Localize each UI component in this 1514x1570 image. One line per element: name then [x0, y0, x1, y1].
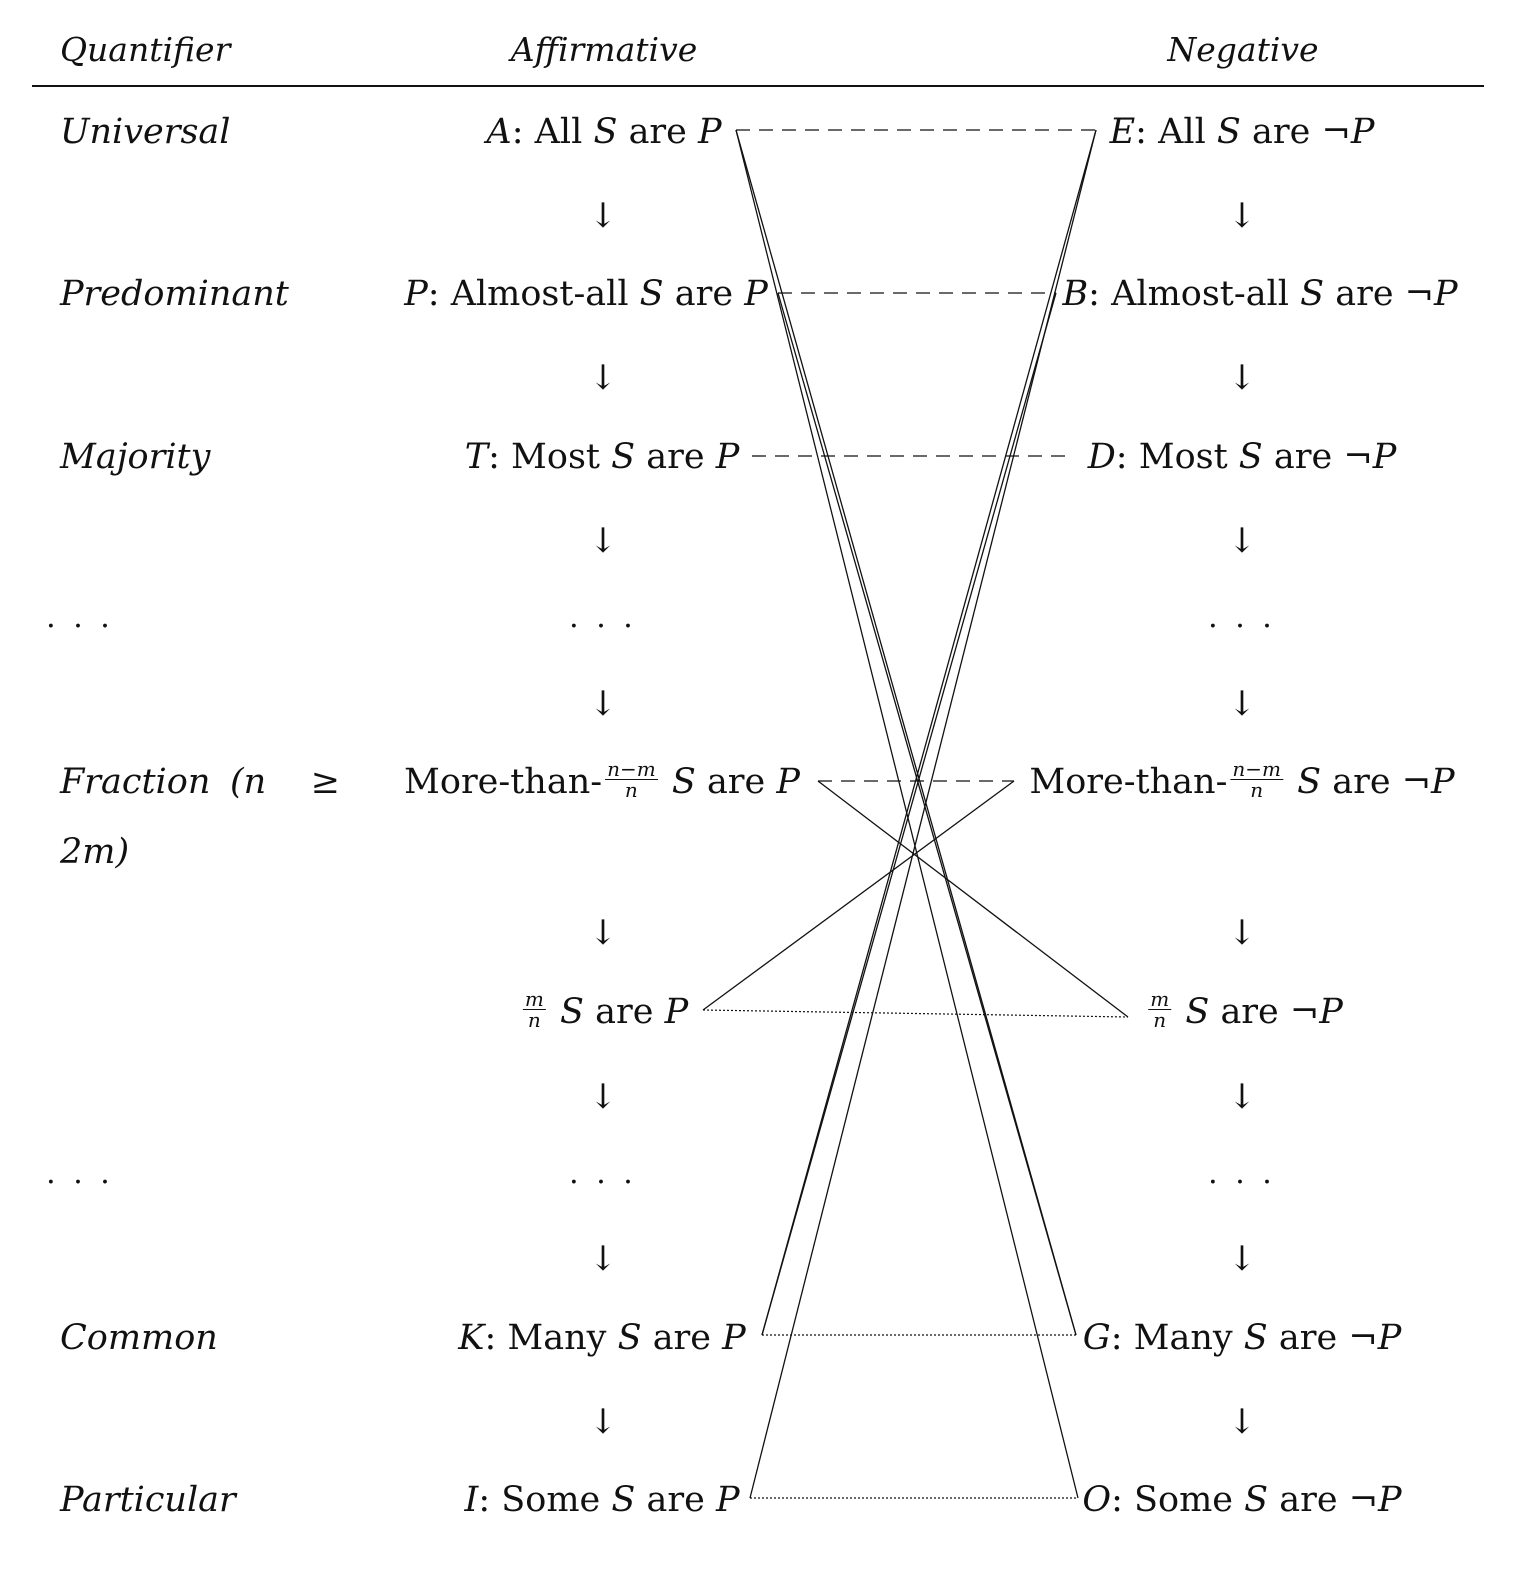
quantity-word: Almost-all: [1111, 274, 1289, 314]
copula: are: [706, 762, 766, 802]
quantifier-fraction-condition: (n ≥: [230, 762, 341, 802]
subject: S: [559, 992, 584, 1032]
contradictory-line-p-g: [778, 293, 1076, 1335]
quantity-word: Most: [1138, 437, 1228, 477]
colon: :: [1111, 1480, 1123, 1520]
subject: S: [639, 274, 664, 314]
subject: S: [1216, 112, 1241, 152]
subject: S: [1238, 437, 1263, 477]
implication-arrow: ↓: [1227, 521, 1257, 561]
predicate: P: [715, 437, 740, 477]
ellipsis: · · ·: [569, 609, 637, 644]
fraction-numerator: m: [524, 987, 544, 1011]
colon: :: [511, 112, 524, 152]
copula: are: [652, 1318, 711, 1358]
ellipsis: · · ·: [1208, 609, 1276, 644]
implication-arrow: ↓: [1227, 1402, 1257, 1442]
predicate: P: [744, 274, 768, 314]
predicate: P: [722, 1318, 746, 1358]
implication-arrow: ↓: [588, 1239, 618, 1279]
subject: S: [1297, 762, 1322, 802]
subject: S: [1244, 1480, 1269, 1520]
quantity-word: Many: [1133, 1318, 1233, 1358]
colon: :: [484, 1318, 497, 1358]
predicate: ¬P: [1348, 1318, 1402, 1358]
fraction-denominator: n: [624, 778, 638, 802]
quantifier-predominant: Predominant: [60, 274, 289, 314]
copula: are: [1252, 112, 1311, 152]
implication-arrow: ↓: [588, 1077, 618, 1117]
copula: are: [1335, 274, 1394, 314]
predicate: ¬P: [1348, 1480, 1402, 1520]
predicate: ¬P: [1343, 437, 1397, 477]
ellipsis: · · ·: [569, 1165, 637, 1200]
subject: S: [611, 437, 636, 477]
fraction-denominator: n: [1153, 1008, 1167, 1032]
letter-i: I: [464, 1480, 479, 1520]
implication-arrow: ↓: [1227, 684, 1257, 724]
fraction-numerator: n−m: [607, 757, 656, 781]
predicate: ¬P: [1321, 112, 1375, 152]
fraction-denominator: n: [1250, 778, 1264, 802]
implication-arrow: ↓: [1227, 1239, 1257, 1279]
colon: :: [1115, 437, 1128, 477]
quantity-word: All: [534, 112, 583, 152]
copula: are: [1332, 762, 1391, 802]
header-affirmative: Affirmative: [510, 30, 698, 69]
letter-d: D: [1087, 437, 1116, 477]
copula: are: [595, 992, 654, 1032]
implication-arrow: ↓: [588, 1402, 618, 1442]
letter-t: T: [464, 437, 489, 477]
copula: are: [674, 274, 734, 314]
copula: are: [1220, 992, 1279, 1032]
quantifier-particular: Particular: [60, 1480, 236, 1520]
colon: :: [478, 1480, 491, 1520]
predicate: ¬P: [1289, 992, 1343, 1032]
implication-arrow: ↓: [1227, 358, 1257, 398]
implication-arrow: ↓: [588, 196, 618, 236]
quantity-word: Some: [501, 1480, 601, 1520]
header-quantifier: Quantifier: [60, 30, 231, 69]
subject: S: [1185, 992, 1210, 1032]
copula: are: [646, 437, 705, 477]
quantifier-majority: Majority: [60, 437, 211, 477]
quantifier-common: Common: [60, 1318, 218, 1358]
subject: S: [617, 1318, 642, 1358]
subject: S: [671, 762, 696, 802]
quantifier-universal: Universal: [60, 112, 231, 152]
contradictory-line-more-than-aff-m-over-n-neg: [818, 781, 1128, 1017]
copula: are: [646, 1480, 705, 1520]
implication-arrow: ↓: [588, 684, 618, 724]
colon: :: [1110, 1318, 1123, 1358]
implication-arrow: ↓: [588, 521, 618, 561]
copula: are: [1278, 1318, 1338, 1358]
implication-arrow: ↓: [1227, 1077, 1257, 1117]
implication-arrow: ↓: [588, 358, 618, 398]
colon: :: [427, 274, 440, 314]
fraction-numerator: n−m: [1232, 757, 1282, 781]
quantifier-fraction: Fraction: [60, 762, 211, 802]
predicate: P: [664, 992, 689, 1032]
subject: S: [611, 1480, 636, 1520]
letter-o: O: [1082, 1480, 1112, 1520]
quantity-word: Some: [1134, 1480, 1233, 1520]
letter-p: P: [404, 274, 428, 314]
letter-k: K: [458, 1318, 485, 1358]
fraction-denominator: n: [527, 1008, 541, 1032]
fraction-numerator: m: [1150, 987, 1170, 1011]
colon: :: [1135, 112, 1147, 152]
quantifier-ellipsis-2: · · ·: [46, 1165, 114, 1200]
implication-arrow: ↓: [588, 913, 618, 953]
letter-b: B: [1062, 274, 1089, 314]
quantifier-fraction-condition-cont: 2m): [60, 832, 130, 872]
colon: :: [1088, 274, 1100, 314]
contradictory-line-a-g: [736, 130, 1076, 1335]
quantity-word: More-than-: [1029, 762, 1228, 802]
copula: are: [1279, 1480, 1338, 1520]
predicate: ¬P: [1404, 274, 1458, 314]
subject: S: [593, 112, 618, 152]
letter-a: A: [486, 112, 512, 152]
quantity-word: Many: [507, 1318, 607, 1358]
quantifier-ellipsis-1: · · ·: [46, 609, 114, 644]
quantity-word: More-than-: [404, 762, 603, 802]
predicate: P: [698, 112, 722, 152]
ellipsis: · · ·: [1208, 1165, 1276, 1200]
header-negative: Negative: [1167, 30, 1319, 69]
subject: S: [1243, 1318, 1268, 1358]
copula: are: [1273, 437, 1333, 477]
subject: S: [1300, 274, 1325, 314]
quantity-word: Most: [511, 437, 600, 477]
predicate: ¬P: [1401, 762, 1455, 802]
contradictory-line-b-k: [762, 293, 1056, 1335]
quantity-word: All: [1158, 112, 1206, 152]
letter-e: E: [1109, 112, 1136, 152]
predicate: P: [776, 762, 800, 802]
predicate: P: [715, 1480, 740, 1520]
contradictory-line-e-k: [762, 130, 1096, 1335]
colon: :: [488, 437, 500, 477]
implication-arrow: ↓: [1227, 913, 1257, 953]
letter-g: G: [1082, 1318, 1111, 1358]
copula: are: [628, 112, 687, 152]
quantity-word: Almost-all: [450, 274, 629, 314]
subcontrary-line-m-over-n: [703, 1010, 1128, 1017]
implication-arrow: ↓: [1227, 196, 1257, 236]
